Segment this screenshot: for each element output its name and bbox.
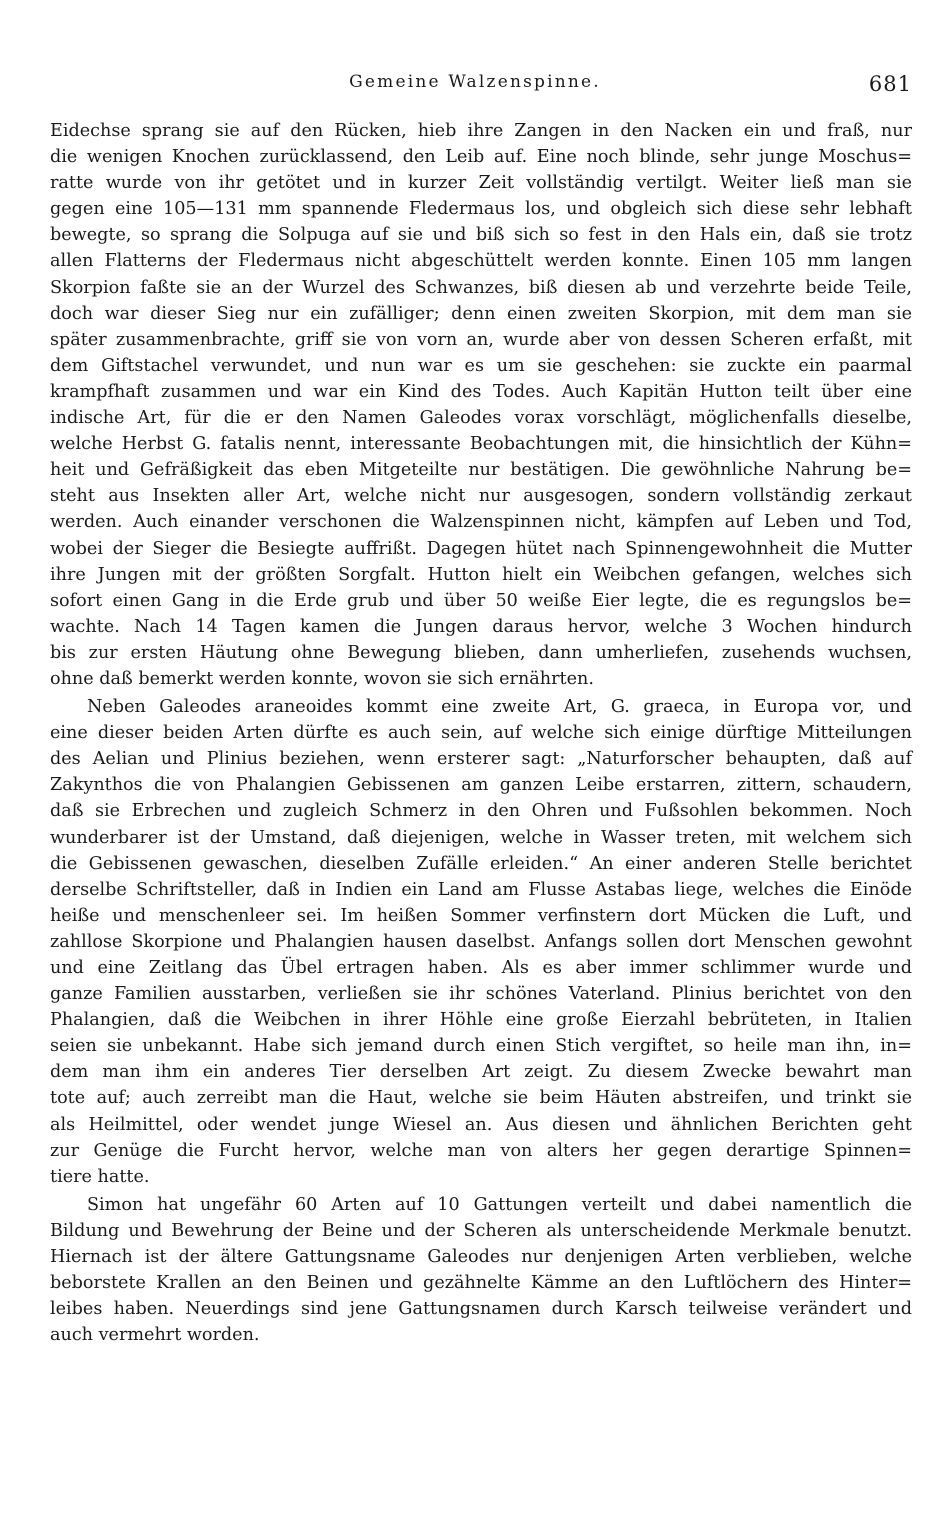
text-line: dem man ihm ein anderes Tier derselben Art zeigt. Zu diesem Zwecke bewahrt man <box>50 1062 912 1083</box>
text-line: wachte. Nach 14 Tagen kamen die Jungen daraus hervor, welche 3 Wochen hindurch <box>50 616 912 637</box>
text-line: ihre Jungen mit der größten Sorgfalt. Hutton hielt ein Weibchen gefangen, welches sich <box>50 564 912 585</box>
text-line: tote auf; auch zerreibt man die Haut, welche sie beim Häuten abstreifen, und trinkt sie <box>50 1088 912 1109</box>
text-line: welche Herbst G. fatalis nennt, interessante Beobachtungen mit, die hinsichtlich der Kühn= <box>50 434 912 455</box>
text-line: doch war dieser Sieg nur ein zufälliger; denn einen zweiten Skorpion, mit dem man sie <box>50 303 912 324</box>
text-line: Zakynthos die von Phalangien Gebissenen am ganzen Leibe erstarren, zittern, schaudern, <box>50 775 912 796</box>
text-line: Eidechse sprang sie auf den Rücken, hieb ihre Zangen in den Nacken ein und fraß, nur <box>50 121 912 141</box>
text-line: ganze Familien ausstarben, verließen sie ihr schönes Vaterland. Plinius berichtet von den <box>50 984 912 1005</box>
body-text <box>50 118 912 1348</box>
running-title: Gemeine Walzenspinne. <box>349 72 601 92</box>
text-line: Phalangien, daß die Weibchen in ihrer Höhle eine große Eierzahl bebrüteten, in Italien <box>50 1010 912 1031</box>
text-line: heit und Gefräßigkeit das eben Mitgeteilte nur bestätigen. Die gewöhnliche Nahrung be= <box>50 460 912 481</box>
text-line: tiere hatte. <box>50 1166 150 1187</box>
paragraph <box>50 694 912 1190</box>
paragraph <box>50 1192 912 1349</box>
text-line: auch vermehrt worden. <box>50 1325 260 1346</box>
text-line: als Heilmittel, oder wendet junge Wiesel an. Aus diesen und ähnlichen Berichten geht <box>50 1114 912 1135</box>
text-line: zur Genüge die Furcht hervor, welche man von alters her gegen derartige Spinnen= <box>50 1140 912 1161</box>
text-line: bewegte, so sprang die Solpuga auf sie und biß sich so fest in den Hals ein, daß sie trotz <box>50 225 912 246</box>
text-line: später zusammenbrachte, griff sie von vorn an, wurde aber von dessen Scheren erfaßt, mit <box>50 329 912 350</box>
text-line: beborstete Krallen an den Beinen und gezähnelte Kämme an den Luftlöchern des Hinter= <box>50 1273 912 1294</box>
text-line: gegen eine 105—131 mm spannende Fledermaus los, und obgleich sich diese sehr lebhaft <box>50 199 912 220</box>
text-line: bis zur ersten Häutung ohne Bewegung blieben, dann umherliefen, zusehends wuchsen, <box>50 642 912 663</box>
text-line: allen Flatterns der Fledermaus nicht abgeschüttelt werden konnte. Einen 105 mm langen <box>50 251 912 272</box>
text-line: Simon hat ungefähr 60 Arten auf 10 Gattungen verteilt und dabei namentlich die <box>87 1194 912 1215</box>
text-line: Neben Galeodes araneoides kommt eine zweite Art, G. graeca, in Europa vor, und <box>87 697 912 718</box>
text-line: ohne daß bemerkt werden konnte, wovon sie sich ernährten. <box>50 668 594 689</box>
text-line: werden. Auch einander verschonen die Walzenspinnen nicht, kämpfen auf Leben und Tod, <box>50 512 912 533</box>
text-line: und eine Zeitlang das Übel ertragen haben. Als es aber immer schlimmer wurde und <box>50 958 912 978</box>
text-line: heiße und menschenleer sei. Im heißen Sommer verfinstern dort Mücken die Luft, und <box>50 905 912 926</box>
paragraph <box>50 118 912 692</box>
text-line: dem Giftstachel verwundet, und nun war es um sie geschehen: sie zuckte ein paarmal <box>50 355 912 376</box>
text-line: leibes haben. Neuerdings sind jene Gattungsnamen durch Karsch teilweise verändert und <box>50 1299 912 1320</box>
text-line: die Gebissenen gewaschen, dieselben Zufälle erleiden.“ An einer anderen Stelle berichtet <box>50 853 912 874</box>
text-line: steht aus Insekten aller Art, welche nicht nur ausgesogen, sondern vollständig zerkaut <box>50 486 912 507</box>
text-line: wobei der Sieger die Besiegte auffrißt. Dagegen hütet nach Spinnengewohnheit die Mutter <box>50 538 912 559</box>
text-line: seien sie unbekannt. Habe sich jemand durch einen Stich vergiftet, so heile man ihn, in= <box>50 1036 912 1057</box>
text-line: daß sie Erbrechen und zugleich Schmerz in den Ohren und Fußsohlen bekommen. Noch <box>50 801 912 822</box>
text-line: Skorpion faßte sie an der Wurzel des Schwanzes, biß diesen ab und verzehrte beide Teile, <box>50 277 912 298</box>
text-line: indische Art, für die er den Namen Galeodes vorax vorschlägt, möglichenfalls dieselbe, <box>50 408 912 429</box>
text-line: die wenigen Knochen zurücklassend, den Leib auf. Eine noch blinde, sehr junge Moschus= <box>50 147 912 168</box>
page-number: 681 <box>868 72 912 96</box>
text-line: krampfhaft zusammen und war ein Kind des Todes. Auch Kapitän Hutton teilt über eine <box>50 381 912 402</box>
text-line: zahllose Skorpione und Phalangien hausen daselbst. Anfangs sollen dort Menschen gewohnt <box>50 931 912 952</box>
text-line: sofort einen Gang in die Erde grub und über 50 weiße Eier legte, die es regungslos be= <box>50 590 912 611</box>
text-line: Bildung und Bewehrung der Beine und der Scheren als unterscheidende Merkmale benutzt. <box>50 1220 912 1241</box>
text-line: Hiernach ist der ältere Gattungsname Galeodes nur denjenigen Arten verblieben, welche <box>50 1247 912 1268</box>
running-head <box>0 72 950 102</box>
text-line: derselbe Schriftsteller, daß in Indien ein Land am Flusse Astabas liege, welches die Einöde <box>50 879 912 900</box>
text-line: des Aelian und Plinius beziehen, wenn ersterer sagt: „Naturforscher behaupten, daß auf <box>50 749 912 770</box>
text-line: eine dieser beiden Arten dürfte es auch sein, auf welche sich einige dürftige Mitteilungen <box>50 723 912 744</box>
text-line: wunderbarer ist der Umstand, daß diejenigen, welche in Wasser treten, mit welchem sich <box>50 827 912 848</box>
text-line: ratte wurde von ihr getötet und in kurzer Zeit vollständig vertilgt. Weiter ließ man sie <box>50 173 912 194</box>
